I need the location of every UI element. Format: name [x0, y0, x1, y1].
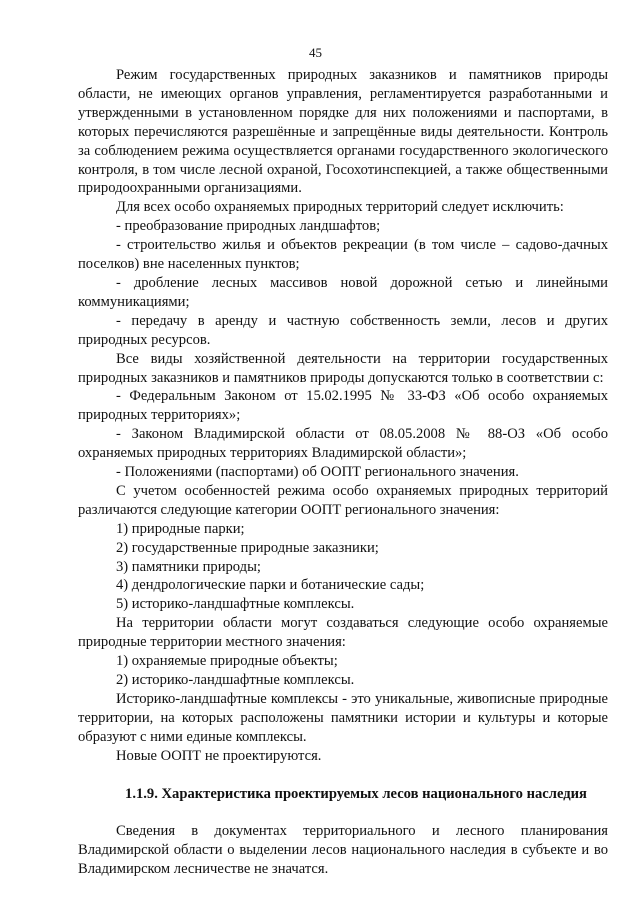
list-item-regional-category: 2) государственные природные заказники; — [116, 539, 379, 556]
list-item-law: - Положениями (паспортами) об ООПТ регионального значения. — [116, 464, 519, 481]
list-item-law: - Федеральным Законом от 15.02.1995 № 33-ФЗ «Об особо охраняемых природных территориях»; — [78, 388, 608, 424]
paragraph-reserve-regime: Режим государственных природных заказников и памятников природы области, не имеющих органов управления, регламентируется разработанными и утвержденными в установленном порядке для них положениями и паспортами, в которых перечисляются разрешённые и запрещённые виды деятельности. Контроль за соблюдением режима осуществляется органами государственного экологического контроля, в том числе лесной охраной, Госохотинспекцией, а также общественными природоохранными организациями. — [78, 67, 608, 197]
paragraph-local-categories: На территории области могут создаваться следующие особо охраняемые природные территории местного значения: — [78, 615, 608, 651]
document-body — [78, 66, 608, 879]
list-item-regional-category: 5) историко-ландшафтные комплексы. — [116, 596, 355, 613]
list-item-local-category: 1) охраняемые природные объекты; — [116, 653, 338, 670]
list-item-exclusion: - преобразование природных ландшафтов; — [116, 218, 381, 235]
paragraph-permitted-activity: Все виды хозяйственной деятельности на территории государственных природных заказников и памятников природы допускаются только в соответствии с: — [78, 350, 608, 386]
list-item-regional-category: 3) памятники природы; — [116, 558, 261, 575]
list-item-exclusion: - дробление лесных массивов новой дорожной сетью и линейными коммуникациями; — [78, 274, 608, 310]
page-number: 45 — [309, 45, 322, 60]
paragraph-regional-categories: С учетом особенностей режима особо охраняемых природных территорий различаются следующие категории ООПТ регионального значения: — [78, 482, 608, 518]
paragraph-historic-landscapes: Историко-ландшафтные комплексы - это уникальные, живописные природные территории, на которых расположены памятники истории и культуры и которые образуют с ними единые комплексы. — [78, 690, 608, 745]
list-item-exclusion: - передачу в аренду и частную собственность земли, лесов и других природных ресурсов. — [78, 312, 608, 348]
list-item-law: - Законом Владимирской области от 08.05.2008 № 88-ОЗ «Об особо охраняемых природных территориях Владимирской области»; — [78, 426, 608, 462]
section-heading: 1.1.9. Характеристика проектируемых лесов национального наследия — [125, 785, 587, 802]
paragraph-national-heritage: Сведения в документах территориального и лесного планирования Владимирской области о выделении лесов национального наследия в субъекте и во Владимирском лесничестве не значатся. — [78, 823, 608, 878]
list-item-exclusion: - строительство жилья и объектов рекреации (в том числе – садово-дачных поселков) вне населенных пунктов; — [78, 237, 608, 273]
list-item-regional-category: 1) природные парки; — [116, 520, 245, 537]
list-item-local-category: 2) историко-ландшафтные комплексы. — [116, 672, 355, 688]
list-item-regional-category: 4) дендрологические парки и ботанические сады; — [116, 577, 425, 594]
paragraph-exclusions-intro: Для всех особо охраняемых природных территорий следует исключить: — [116, 199, 564, 216]
paragraph-no-new-reserves: Новые ООПТ не проектируются. — [116, 747, 322, 764]
